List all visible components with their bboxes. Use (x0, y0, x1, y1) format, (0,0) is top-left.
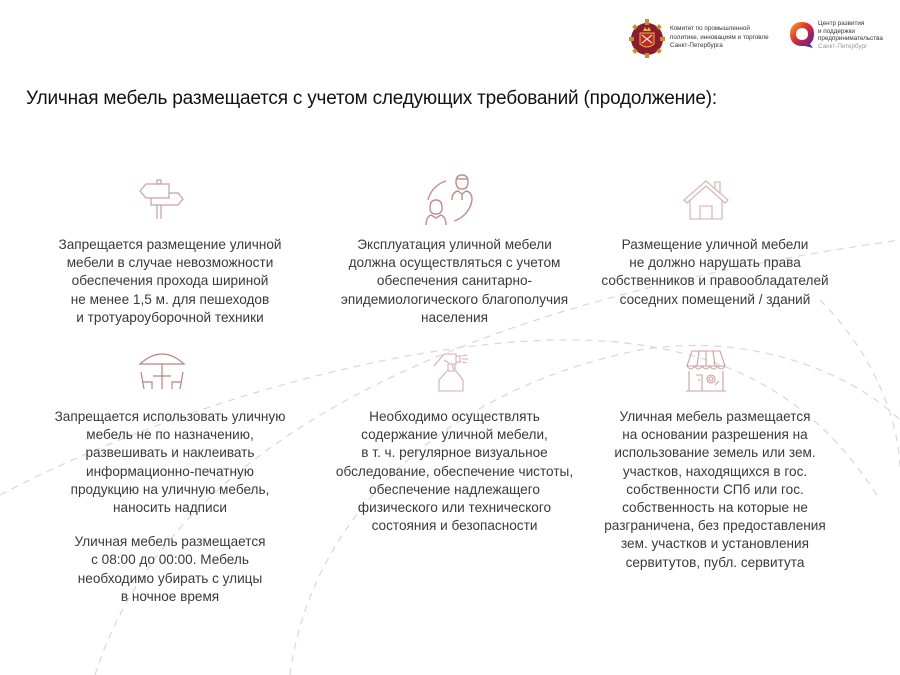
card-text-line: Запрещается размещение уличной (58, 237, 282, 252)
card-text-line: физического или технического (357, 500, 552, 516)
card-text-line: Запрещается использовать уличную (54, 409, 286, 424)
requirement-card-maintenance (322, 408, 587, 535)
card-text-line: обеспечения прохода шириной (71, 273, 269, 289)
card-text-line: эпидемиологического благополучия (340, 291, 569, 307)
card-text-line: необходимо убирать с улицы (77, 570, 263, 586)
requirement-card-usage (40, 408, 300, 606)
card-text-line: разграничена, без предоставления (604, 518, 826, 534)
card-text-line: обеспечение надлежащего (369, 481, 540, 497)
signpost-icon (136, 178, 184, 220)
opening-hours-note (40, 533, 300, 606)
page-title: Уличная мебель размещается с учетом следующих требований (продолжение): (26, 88, 717, 109)
committee-name (670, 25, 769, 51)
card-text-line: собственности СПб или гос. (626, 481, 804, 497)
card-text-line: соседних помещений / зданий (619, 291, 811, 307)
card-text-line: на основании разрешения на (622, 427, 808, 443)
business-center-name (818, 20, 883, 50)
business-center-name-line: Центр развития (818, 20, 865, 27)
card-text-line: обеспечения санитарно- (376, 273, 533, 289)
header-logos (628, 18, 890, 58)
requirement-card-passage (40, 236, 300, 327)
card-text-line: собственность на которые не (622, 500, 808, 516)
card-text-line: должна осуществляться с учетом (348, 255, 561, 271)
spb-emblem-icon (628, 18, 666, 58)
card-text-line: в ночное время (120, 588, 220, 604)
requirement-card-owner-rights (590, 236, 840, 309)
card-text-line: в т. ч. регулярное визуальное (361, 445, 548, 461)
card-text-line: обследование, обеспечение чистоты, (335, 463, 574, 479)
business-center-logo (788, 20, 883, 50)
card-text-line: населения (421, 309, 488, 325)
business-center-name-line: и поддержки (818, 27, 855, 35)
card-text-line: наносить надписи (113, 500, 227, 516)
card-text-line: сервитутов, публ. сервитута (625, 554, 805, 570)
card-text-line: Необходимо осуществлять (369, 409, 540, 424)
card-text-line: информационно-печатную (86, 463, 254, 479)
committee-name-line: Санкт-Петербурга (670, 42, 723, 50)
requirement-card-land-permit (590, 408, 840, 572)
card-text-line: использование земель или зем. (614, 445, 816, 461)
business-center-city: Санкт-Петербург (818, 42, 868, 50)
speech-bubble-logo-icon (788, 20, 816, 50)
card-text-line: Эксплуатация уличной мебели (357, 237, 552, 252)
committee-name-line: Комитет по промышленной (670, 25, 750, 33)
storefront-icon (684, 349, 728, 392)
card-text-line: развешивать и наклеивать (85, 445, 255, 461)
card-text-line: Размещение уличной мебели (621, 237, 809, 252)
card-text-line: содержание уличной мебели, (361, 427, 548, 443)
card-text-line: продукцию на уличную мебель, (70, 481, 270, 497)
card-text-line: с 08:00 до 00:00. Мебель (91, 552, 249, 568)
requirement-card-sanitary (322, 236, 587, 327)
committee-logo (628, 18, 769, 58)
committee-name-line: политике, инновациям и торговле (670, 33, 769, 41)
house-icon (682, 178, 730, 220)
card-text-line: не менее 1,5 м. для пешеходов (70, 291, 270, 307)
card-text-line: Уличная мебель размещается (74, 534, 266, 550)
cafe-table-umbrella-icon (138, 350, 186, 390)
people-exchange-icon (420, 172, 480, 226)
card-text-line: мебели в случае невозможности (66, 255, 274, 271)
card-text-line: мебель не по назначению, (86, 427, 254, 443)
card-text-line: собственников и правообладателей (601, 273, 829, 289)
spray-bottle-icon (432, 350, 472, 392)
card-text-line: участков, находящихся в гос. (622, 463, 808, 479)
card-text-line: не должно нарушать права (629, 255, 801, 271)
card-text-line: и тротуароуборочной техники (76, 309, 264, 325)
card-text-line: зем. участков и установления (620, 536, 810, 552)
card-text-line: состояния и безопасности (371, 518, 538, 534)
card-text-line: Уличная мебель размещается (619, 409, 811, 424)
business-center-name-line: предпринимательства (818, 35, 883, 43)
